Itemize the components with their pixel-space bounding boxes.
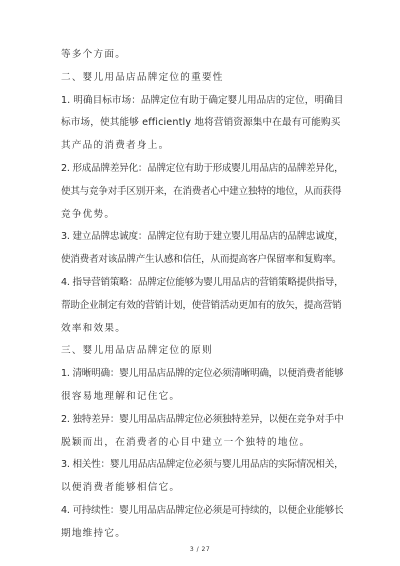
list-item-text: 脱颖而出，在消费者的心目中建立一个独特的地位。 — [61, 436, 311, 448]
list-item-text: 期地维持它。 — [61, 527, 127, 539]
list-item-text: 4. 可持续性：婴儿用品店品牌定位必须是可持续的，以便企业能够长 — [61, 504, 343, 516]
section-heading: 三、婴儿用品店品牌定位的原则 — [61, 345, 213, 357]
list-item-text: 使其与竞争对手区别开来，在消费者心中建立独特的地位，从而获得 — [61, 185, 342, 197]
list-item-text: 1. 清晰明确：婴儿用品店品牌的定位必须清晰明确，以便消费者能够 — [61, 368, 343, 380]
list-item-text: 竞争优势。 — [61, 208, 116, 220]
body-text-line: 等多个方面。 — [61, 49, 127, 60]
list-item-text: 以便消费者能够相信它。 — [61, 482, 181, 494]
list-item-text: 3. 相关性：婴儿用品店品牌定位必须与婴儿用品店的实际情况相关， — [61, 459, 343, 471]
list-item-text: 2. 独特差异：婴儿用品店品牌定位必须独特差异，以便在竞争对手中 — [61, 413, 343, 425]
list-item-text: 4. 指导营销策略：品牌定位能够为婴儿用品店的营销策略提供指导， — [61, 276, 343, 288]
list-item-text: 很容易地理解和记住它。 — [61, 390, 181, 402]
list-item-text: 使消费者对该品牌产生认感和信任，从而提高客户保留率和复购率。 — [61, 254, 342, 266]
list-item-text: 2. 形成品牌差异化：品牌定位有助于形成婴儿用品店的品牌差异化， — [61, 162, 343, 174]
document-body — [61, 44, 343, 546]
section-heading: 二、婴儿用品店品牌定位的重要性 — [61, 71, 224, 83]
list-item-text: 帮助企业制定有效的营销计划，使营销活动更加有的放矢，提高营销 — [61, 299, 342, 311]
list-item-text: 效率和效果。 — [61, 322, 127, 334]
list-item-text: 1. 明确目标市场：品牌定位有助于确定婴儿用品店的定位，明确目 — [61, 94, 343, 106]
list-item-text: 其产品的消费者身上。 — [61, 140, 170, 152]
page-number: 3 / 27 — [189, 546, 211, 553]
list-item-text: 标市场，使其能够 efficiently 地将营销资源集中在最有可能购买 — [61, 117, 341, 129]
list-item-text: 3. 建立品牌忠诚度：品牌定位有助于建立婴儿用品店的品牌忠诚度， — [61, 231, 343, 243]
